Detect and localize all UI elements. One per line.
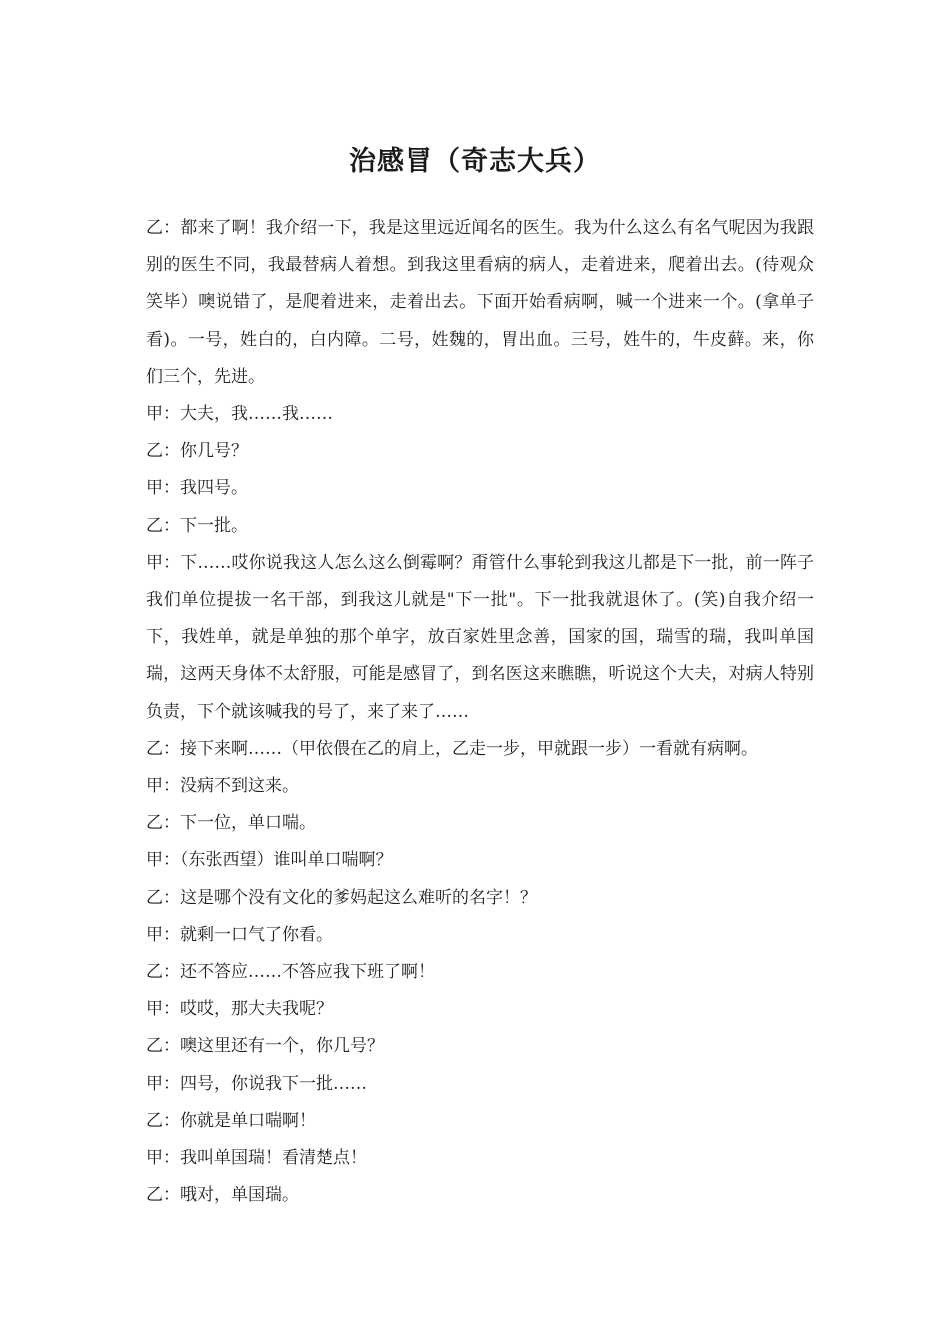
paragraph: 乙：噢这里还有一个，你几号？ xyxy=(146,1036,384,1057)
paragraph: 甲：四号，你说我下一批…… xyxy=(146,1073,367,1094)
paragraph: 乙：接下来啊……（甲依偎在乙的肩上，乙走一步，甲就跟一步）一看就有病啊。 xyxy=(146,738,758,759)
paragraph: 甲：下……哎你说我这人怎么这么倒霉啊？甭管什么事轮到我这儿都是下一批，前一阵子我们单位提拔一名干部，到我这儿就是"下一批"。下一批我就退休了。(笑)自我介绍一下，我姓单，就是单独的那个单字，放百家姓里念善，国家的国，瑞雪的瑞，我叫单国瑞，这两天身体不太舒服，可能是感冒了，到名医这来瞧瞧，听说这个大夫，对病人特别负责，下个就该喊我的号了，来了来了…… xyxy=(146,552,814,722)
paragraph: 甲：没病不到这来。 xyxy=(146,776,299,797)
paragraph: 甲：我叫单国瑞！看清楚点！ xyxy=(146,1148,367,1169)
paragraph: 甲：（东张西望）谁叫单口喘啊？ xyxy=(146,850,393,871)
paragraph: 乙：这是哪个没有文化的爹妈起这么难听的名字！？ xyxy=(146,887,537,908)
document-body xyxy=(146,210,814,1214)
paragraph: 甲：就剩一口气了你看。 xyxy=(146,924,333,945)
paragraph: 乙：都来了啊！我介绍一下，我是这里远近闻名的医生。我为什么这么有名气呢因为我跟别的医生不同，我最替病人着想。到我这里看病的病人，走着进来，爬着出去。(待观众笑毕）噢说错了，是爬着进来，走着出去。下面开始看病啊，喊一个进来一个。(拿单子看)。一号，姓白的，白内障。二号，姓魏的，胃出血。三号，姓牛的，牛皮藓。来，你们三个，先进。 xyxy=(146,218,814,387)
document-title: 治感冒（奇志大兵） xyxy=(349,146,601,177)
paragraph: 甲：我四号。 xyxy=(146,478,248,499)
paragraph: 乙：你几号？ xyxy=(146,441,248,462)
paragraph: 甲：哎哎，那大夫我呢？ xyxy=(146,999,333,1020)
paragraph: 乙：下一批。 xyxy=(146,515,248,536)
paragraph: 乙：你就是单口喘啊！ xyxy=(146,1110,316,1131)
paragraph: 乙：哦对，单国瑞。 xyxy=(146,1185,299,1206)
paragraph: 乙：下一位，单口喘。 xyxy=(146,813,316,834)
paragraph: 甲：大夫，我……我…… xyxy=(146,404,333,425)
paragraph: 乙：还不答应……不答应我下班了啊！ xyxy=(146,962,435,983)
